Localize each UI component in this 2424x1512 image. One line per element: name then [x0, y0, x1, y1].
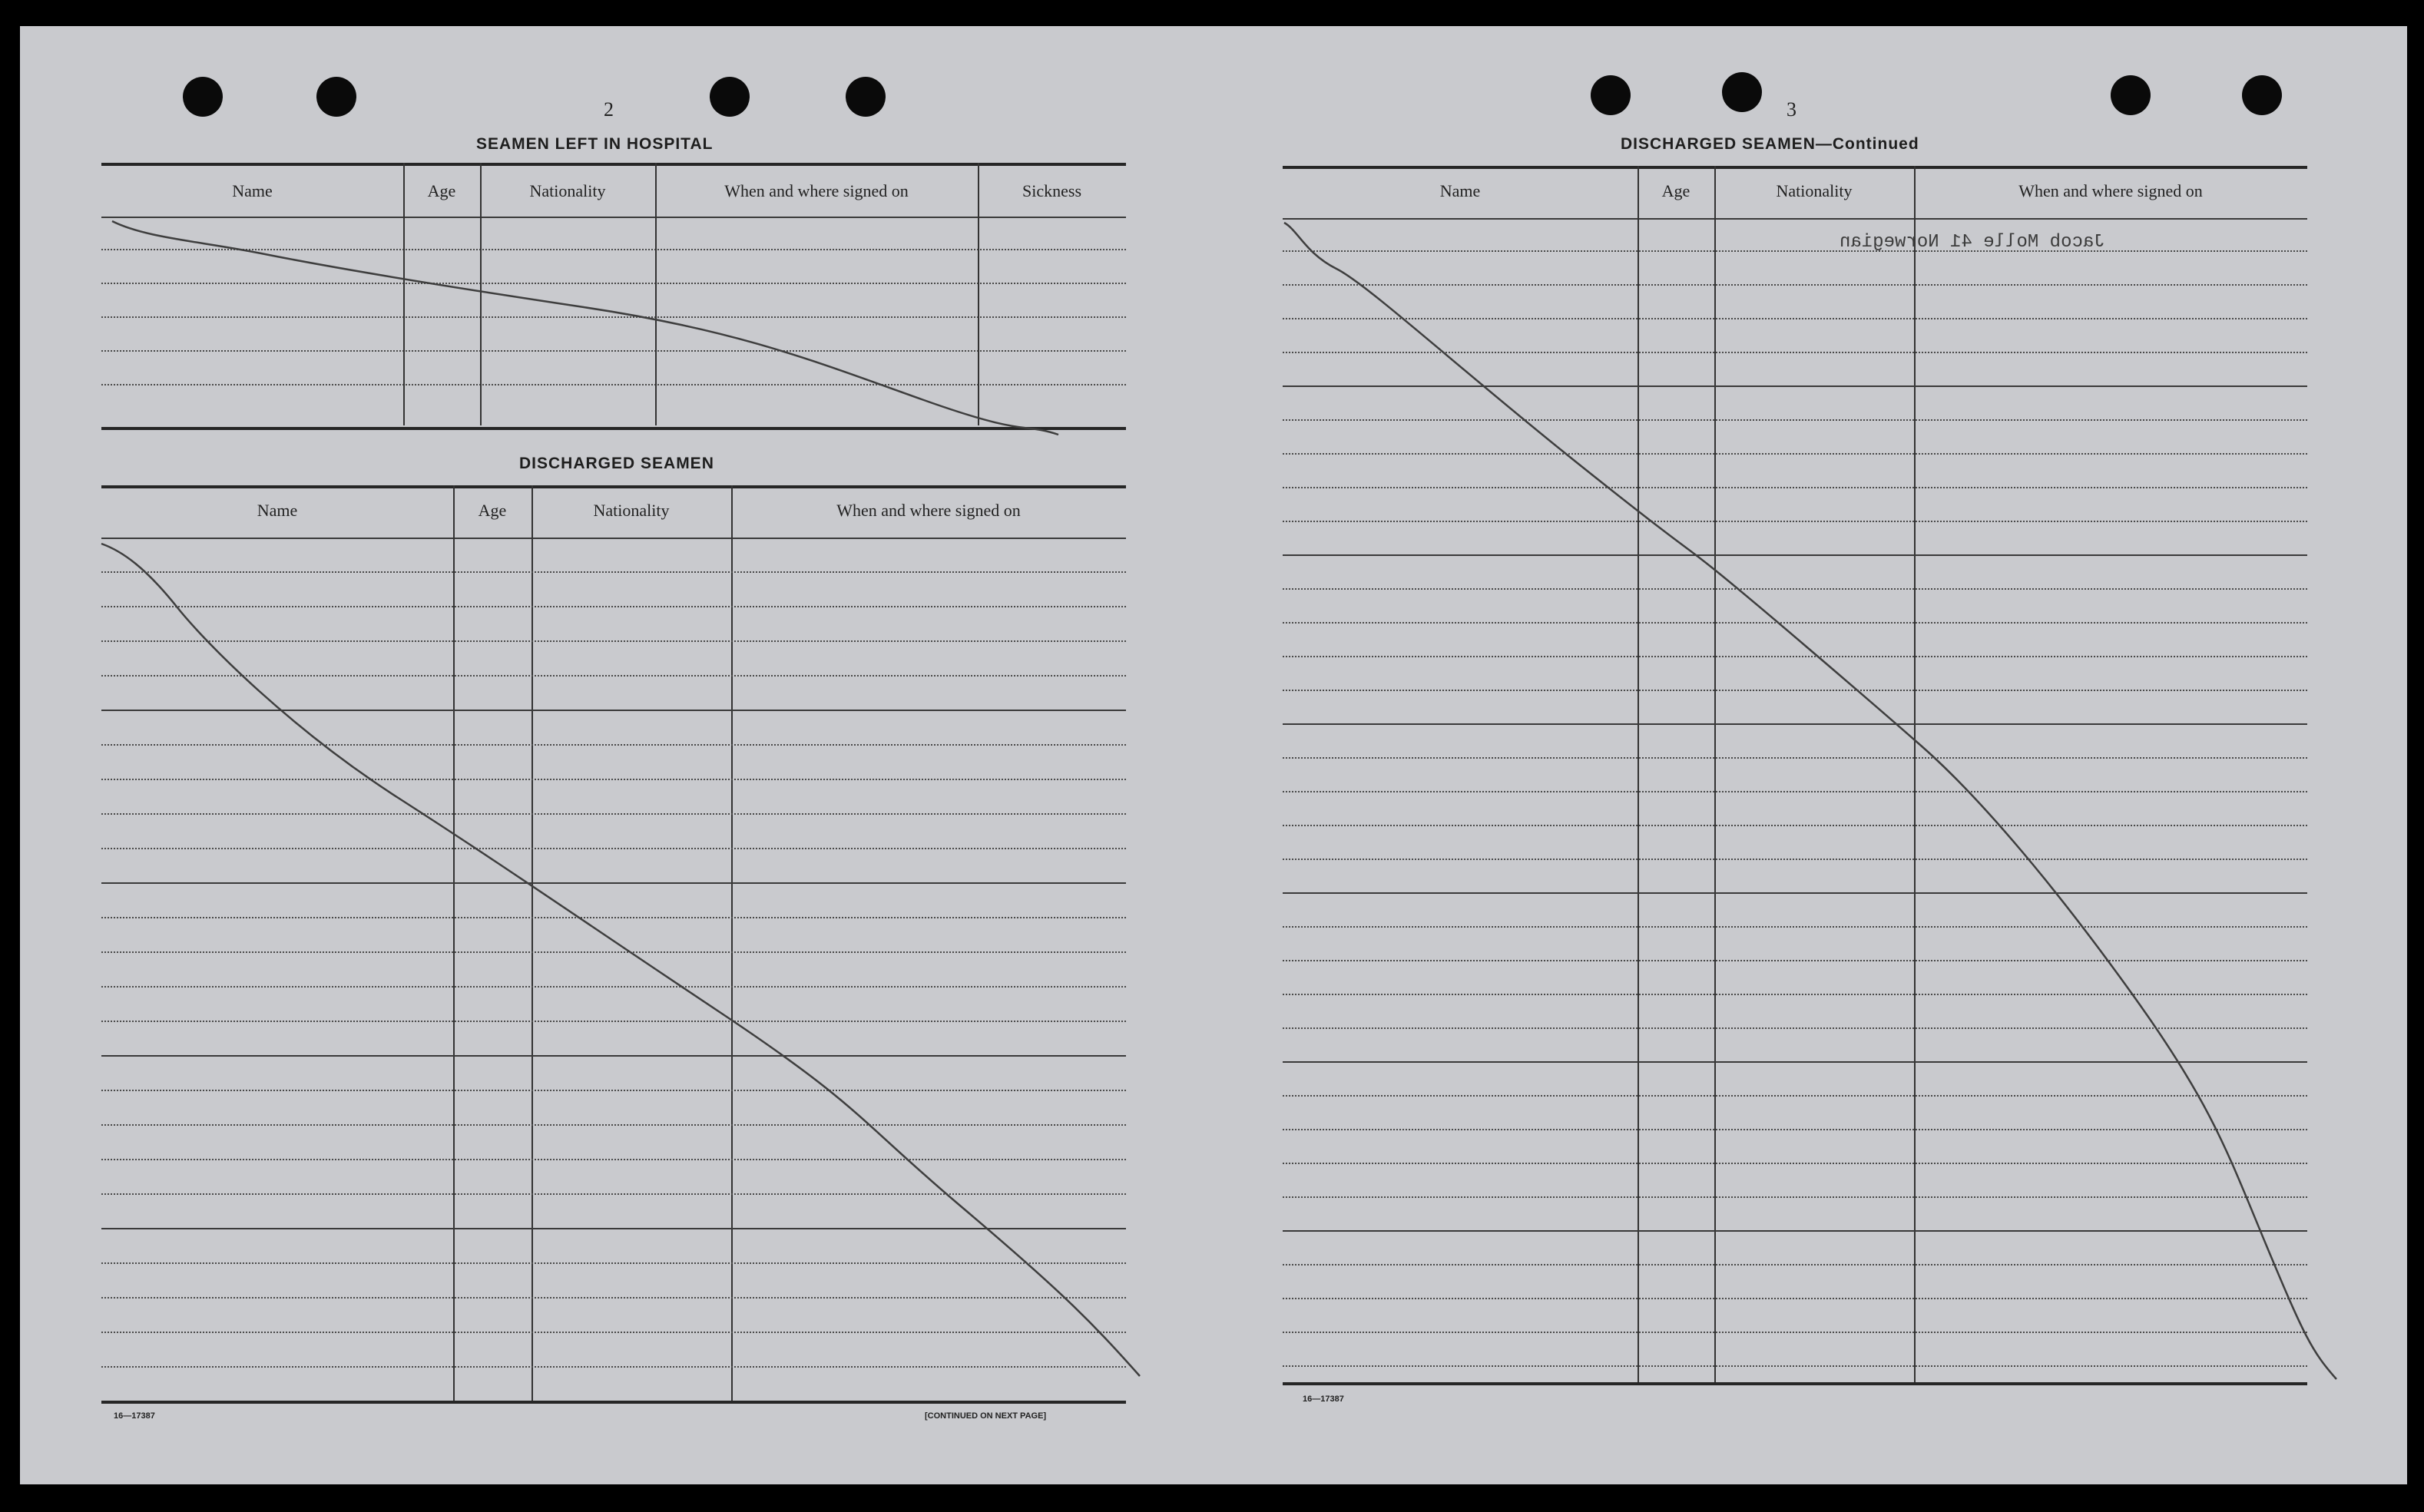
- hospital-section-title: SEAMEN LEFT IN HOSPITAL: [476, 135, 714, 153]
- column-header-age: Age: [427, 181, 456, 200]
- column-header-nationality: Nationality: [1776, 181, 1853, 200]
- table-rule: [101, 1090, 1126, 1091]
- punch-hole: [2111, 75, 2151, 115]
- table-rule: [1283, 1061, 2307, 1063]
- table-rule: [1283, 791, 2307, 792]
- column-header-name: Name: [1439, 181, 1481, 200]
- table-rule: [1283, 926, 2307, 928]
- table-rule: [101, 1055, 1126, 1057]
- table-rule: [1283, 1129, 2307, 1130]
- punch-hole: [710, 77, 750, 117]
- table-rule: [1283, 723, 2307, 725]
- table-rule: [1283, 1298, 2307, 1299]
- table-rule: [101, 813, 1126, 815]
- table-rule: [101, 1228, 1126, 1229]
- column-header-sickness: Sickness: [1022, 181, 1081, 200]
- column-header-signed-on: When and where signed on: [2018, 181, 2203, 200]
- table-rule: [1283, 250, 2307, 252]
- column-header-signed-on: When and where signed on: [724, 181, 909, 200]
- table-rule: [1283, 1163, 2307, 1164]
- discharged-continued-title: DISCHARGED SEAMEN—Continued: [1621, 135, 1919, 153]
- form-number-left: 16—17387: [114, 1411, 155, 1421]
- table-rule: [1283, 1196, 2307, 1198]
- column-header-name: Name: [232, 181, 273, 200]
- punch-hole: [2242, 75, 2282, 115]
- table-rule: [1283, 588, 2307, 590]
- table-rule: [101, 1332, 1126, 1333]
- table-rule: [1283, 1332, 2307, 1333]
- discharged-section-title: DISCHARGED SEAMEN: [519, 455, 714, 472]
- table-rule: [101, 710, 1126, 711]
- bleed-through-entry: Jacob Molle 41 Norwegian: [1840, 232, 2105, 253]
- table-rule: [1283, 994, 2307, 995]
- table-rule: [1283, 1264, 2307, 1266]
- table-rule: [1283, 690, 2307, 691]
- table-rule: [101, 951, 1126, 953]
- table-rule: [1283, 284, 2307, 286]
- table-rule: [1283, 757, 2307, 759]
- hospital-table: [101, 163, 1126, 432]
- discharged-table-left: [101, 485, 1126, 1407]
- table-rule: [1283, 1230, 2307, 1232]
- punch-hole: [1722, 72, 1762, 112]
- punch-hole: [183, 77, 223, 117]
- column-header-signed-on: When and where signed on: [836, 501, 1021, 520]
- table-rule: [101, 1124, 1126, 1126]
- table-rule: [101, 848, 1126, 849]
- table-rule: [101, 917, 1126, 918]
- table-rule: [1283, 656, 2307, 657]
- table-rule: [1283, 521, 2307, 522]
- table-rule: [1283, 960, 2307, 961]
- table-rule: [101, 1193, 1126, 1195]
- discharged-table-right: [1283, 166, 2307, 1387]
- table-rule: [1283, 1365, 2307, 1367]
- table-rule: [101, 744, 1126, 746]
- table-rule: [101, 1262, 1126, 1264]
- punch-hole: [316, 77, 356, 117]
- table-rule: [1283, 825, 2307, 826]
- table-rule: [1283, 859, 2307, 860]
- table-rule: [1283, 453, 2307, 455]
- form-number-right: 16—17387: [1303, 1395, 1344, 1404]
- table-rule: [1283, 487, 2307, 488]
- page-number-left: 2: [604, 98, 614, 121]
- table-rule: [101, 640, 1126, 642]
- table-rule: [1283, 554, 2307, 556]
- table-rule: [1283, 419, 2307, 421]
- table-rule: [101, 675, 1126, 677]
- table-rule: [1283, 318, 2307, 319]
- page-number-right: 3: [1787, 98, 1796, 121]
- table-rule: [1283, 352, 2307, 353]
- table-rule: [101, 1401, 1126, 1404]
- table-rule: [101, 882, 1126, 884]
- table-rule: [101, 1021, 1126, 1022]
- table-rule: [101, 1297, 1126, 1299]
- table-rule: [1283, 385, 2307, 387]
- table-rule: [1283, 1382, 2307, 1385]
- table-rule: [1283, 1095, 2307, 1097]
- table-rule: [101, 571, 1126, 573]
- punch-hole: [1591, 75, 1631, 115]
- table-rule: [101, 986, 1126, 988]
- table-rule: [1283, 622, 2307, 624]
- column-header-nationality: Nationality: [529, 181, 606, 200]
- continued-note: [CONTINUED ON NEXT PAGE]: [925, 1411, 1047, 1421]
- punch-hole: [846, 77, 886, 117]
- table-rule: [101, 606, 1126, 607]
- table-rule: [1283, 1027, 2307, 1029]
- column-header-age: Age: [478, 501, 507, 520]
- column-header-name: Name: [257, 501, 298, 520]
- table-rule: [101, 1159, 1126, 1160]
- table-rule: [101, 1366, 1126, 1368]
- table-rule: [1283, 892, 2307, 894]
- column-header-age: Age: [1661, 181, 1691, 200]
- column-header-nationality: Nationality: [593, 501, 670, 520]
- table-rule: [101, 779, 1126, 780]
